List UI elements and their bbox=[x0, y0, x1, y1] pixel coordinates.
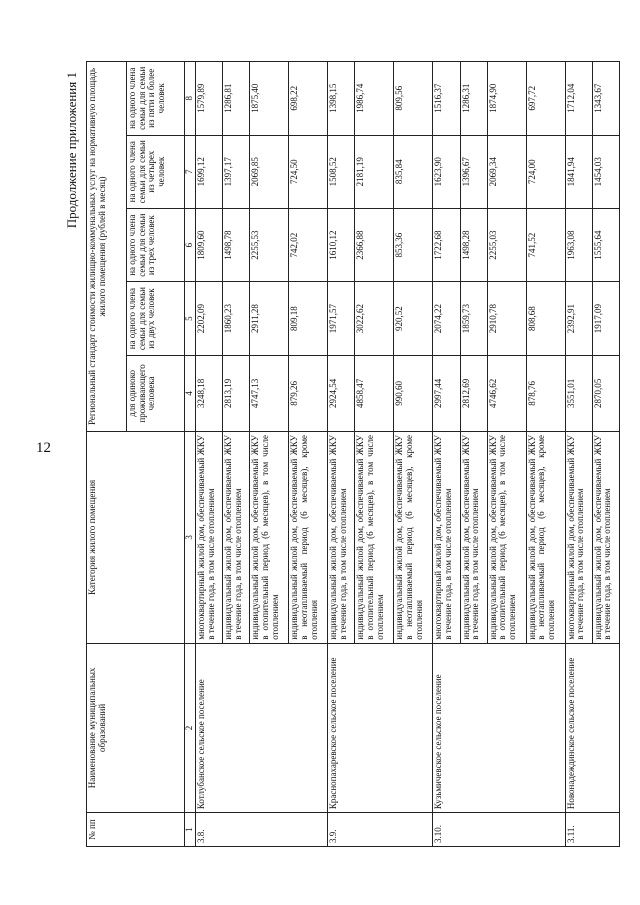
standard-value: 1454,03 bbox=[592, 135, 619, 208]
column-number: 6 bbox=[185, 208, 196, 281]
housing-category: индивидуальный жилой дом, обеспечиваемый ЖКУ в неотапливаемый период (6 месяцев), кроме отопления bbox=[289, 431, 328, 643]
municipality-name: Краснопахаревское сельское поселение bbox=[328, 643, 433, 812]
standard-value: 697,72 bbox=[526, 62, 565, 136]
standard-value: 1508,52 bbox=[328, 135, 355, 208]
standard-value: 1396,67 bbox=[460, 135, 487, 208]
standard-value: 3248,18 bbox=[196, 355, 223, 431]
standard-value: 1712,04 bbox=[565, 62, 592, 136]
standard-value: 808,68 bbox=[526, 282, 565, 355]
housing-category: многоквартирный жилой дом, обеспечиваемый ЖКУ в течение года, в том числе отоплением bbox=[565, 431, 592, 643]
standard-value: 1610,12 bbox=[328, 208, 355, 281]
header-sub-1: для одиноко проживающего человека bbox=[127, 355, 185, 431]
standard-value: 2812,69 bbox=[460, 355, 487, 431]
housing-category: многоквартирный жилой дом, обеспечиваемый ЖКУ в течение года, в том числе отоплением bbox=[433, 431, 460, 643]
continuation-caption-wrap bbox=[60, 0, 84, 905]
column-number: 4 bbox=[185, 355, 196, 431]
standard-value: 1917,09 bbox=[592, 282, 619, 355]
standard-value: 1986,74 bbox=[355, 62, 394, 136]
column-number: 2 bbox=[185, 643, 196, 812]
row-number: 3.10. bbox=[433, 813, 565, 847]
standard-value: 2997,44 bbox=[433, 355, 460, 431]
standard-value: 741,52 bbox=[526, 208, 565, 281]
rotated-table-container bbox=[86, 0, 620, 905]
header-col-standard: Региональный стандарт стоимости жилищно-коммунальных услуг на нормативную площадь жилого помещения (рублей в месяц) bbox=[87, 62, 127, 432]
standard-value: 1398,15 bbox=[328, 62, 355, 136]
continuation-caption: Продолжение приложения 1 bbox=[64, 72, 79, 229]
housing-category: индивидуальный жилой дом, обеспечиваемый ЖКУ в течение года, в том числе отоплением bbox=[460, 431, 487, 643]
standard-value: 1874,90 bbox=[487, 62, 526, 136]
standard-value: 1809,60 bbox=[196, 208, 223, 281]
standard-value: 1397,17 bbox=[223, 135, 250, 208]
header-col-category: Категория жилого помещения bbox=[87, 431, 185, 643]
standard-value: 1722,68 bbox=[433, 208, 460, 281]
tariff-table bbox=[86, 61, 620, 847]
standard-value: 3551,01 bbox=[565, 355, 592, 431]
municipality-name: Новонадеждинское сельское поселение bbox=[565, 643, 619, 812]
housing-category: индивидуальный жилой дом, обеспечиваемый ЖКУ в течение года, в том числе отоплением bbox=[223, 431, 250, 643]
header-col-name: Наименование муниципальных образований bbox=[87, 643, 185, 812]
standard-value: 2202,09 bbox=[196, 282, 223, 355]
standard-value: 1343,67 bbox=[592, 62, 619, 136]
standard-value: 1555,64 bbox=[592, 208, 619, 281]
standard-value: 1498,28 bbox=[460, 208, 487, 281]
standard-value: 2366,88 bbox=[355, 208, 394, 281]
standard-value: 1841,94 bbox=[565, 135, 592, 208]
standard-value: 878,76 bbox=[526, 355, 565, 431]
standard-value: 809,18 bbox=[289, 282, 328, 355]
table-row bbox=[196, 62, 223, 847]
standard-value: 1699,12 bbox=[196, 135, 223, 208]
municipality-name: Кузьмичевское сельское поселение bbox=[433, 643, 565, 812]
standard-value: 4747,13 bbox=[250, 355, 289, 431]
standard-value: 809,56 bbox=[394, 62, 433, 136]
standard-value: 2074,22 bbox=[433, 282, 460, 355]
housing-category: индивидуальный жилой дом, обеспечиваемый ЖКУ в отопительный период (6 месяцев), в том числе отоплением bbox=[355, 431, 394, 643]
standard-value: 1498,78 bbox=[223, 208, 250, 281]
column-number: 1 bbox=[185, 813, 196, 847]
housing-category: многоквартирный жилой дом, обеспечиваемый ЖКУ в течение года, в том числе отоплением bbox=[196, 431, 223, 643]
standard-value: 879,26 bbox=[289, 355, 328, 431]
housing-category: индивидуальный жилой дом, обеспечиваемый ЖКУ в течение года, в том числе отоплением bbox=[592, 431, 619, 643]
standard-value: 2255,03 bbox=[487, 208, 526, 281]
standard-value: 4858,47 bbox=[355, 355, 394, 431]
standard-value: 2911,28 bbox=[250, 282, 289, 355]
standard-value: 1963,08 bbox=[565, 208, 592, 281]
standard-value: 2181,19 bbox=[355, 135, 394, 208]
column-number: 8 bbox=[185, 62, 196, 136]
standard-value: 1623,90 bbox=[433, 135, 460, 208]
standard-value: 3022,62 bbox=[355, 282, 394, 355]
header-sub-2: на одного члена семьи для семьи из двух человек bbox=[127, 282, 185, 355]
page-number: 12 bbox=[36, 440, 51, 456]
standard-value: 2910,78 bbox=[487, 282, 526, 355]
column-number: 7 bbox=[185, 135, 196, 208]
row-number: 3.9. bbox=[328, 813, 433, 847]
standard-value: 920,52 bbox=[394, 282, 433, 355]
standard-value: 2924,54 bbox=[328, 355, 355, 431]
table-row bbox=[433, 62, 460, 847]
standard-value: 4746,62 bbox=[487, 355, 526, 431]
housing-category: индивидуальный жилой дом, обеспечиваемый ЖКУ в неотапливаемый период (6 месяцев), кроме отопления bbox=[526, 431, 565, 643]
standard-value: 1286,31 bbox=[460, 62, 487, 136]
column-number: 3 bbox=[185, 431, 196, 643]
standard-value: 2870,05 bbox=[592, 355, 619, 431]
standard-value: 1516,37 bbox=[433, 62, 460, 136]
header-col-no: № пп bbox=[87, 813, 185, 847]
column-number-row bbox=[185, 62, 196, 847]
standard-value: 698,22 bbox=[289, 62, 328, 136]
header-sub-5: на одного члена семьи для семьи из пяти и более человек bbox=[127, 62, 185, 136]
standard-value: 1286,81 bbox=[223, 62, 250, 136]
row-number: 3.11. bbox=[565, 813, 619, 847]
standard-value: 990,60 bbox=[394, 355, 433, 431]
standard-value: 1859,73 bbox=[460, 282, 487, 355]
standard-value: 2392,91 bbox=[565, 282, 592, 355]
standard-value: 2813,19 bbox=[223, 355, 250, 431]
header-row-top bbox=[87, 62, 127, 847]
standard-value: 1860,23 bbox=[223, 282, 250, 355]
standard-value: 1579,89 bbox=[196, 62, 223, 136]
standard-value: 853,36 bbox=[394, 208, 433, 281]
standard-value: 2255,53 bbox=[250, 208, 289, 281]
standard-value: 1875,40 bbox=[250, 62, 289, 136]
header-sub-4: на одного члена семьи для семьи из четырех человек bbox=[127, 135, 185, 208]
table-area bbox=[86, 0, 620, 905]
standard-value: 2069,34 bbox=[487, 135, 526, 208]
standard-value: 835,84 bbox=[394, 135, 433, 208]
table-body bbox=[196, 62, 620, 847]
table-row bbox=[565, 62, 592, 847]
standard-value: 724,50 bbox=[289, 135, 328, 208]
housing-category: индивидуальный жилой дом, обеспечиваемый ЖКУ в неотапливаемый период (6 месяцев), кроме отопления bbox=[394, 431, 433, 643]
housing-category: индивидуальный жилой дом, обеспечиваемый ЖКУ в отопительный период (6 месяцев), в том числе отоплением bbox=[250, 431, 289, 643]
column-number: 5 bbox=[185, 282, 196, 355]
housing-category: индивидуальный жилой дом, обеспечиваемый ЖКУ в течение года, в том числе отоплением bbox=[328, 431, 355, 643]
housing-category: индивидуальный жилой дом, обеспечиваемый ЖКУ в отопительный период (6 месяцев), в том числе отоплением bbox=[487, 431, 526, 643]
row-number: 3.8. bbox=[196, 813, 328, 847]
municipality-name: Котлубанское сельское поселение bbox=[196, 643, 328, 812]
standard-value: 742,02 bbox=[289, 208, 328, 281]
standard-value: 724,00 bbox=[526, 135, 565, 208]
standard-value: 1971,57 bbox=[328, 282, 355, 355]
standard-value: 2069,85 bbox=[250, 135, 289, 208]
header-sub-3: на одного члена семьи для семьи из трех человек bbox=[127, 208, 185, 281]
table-row bbox=[328, 62, 355, 847]
